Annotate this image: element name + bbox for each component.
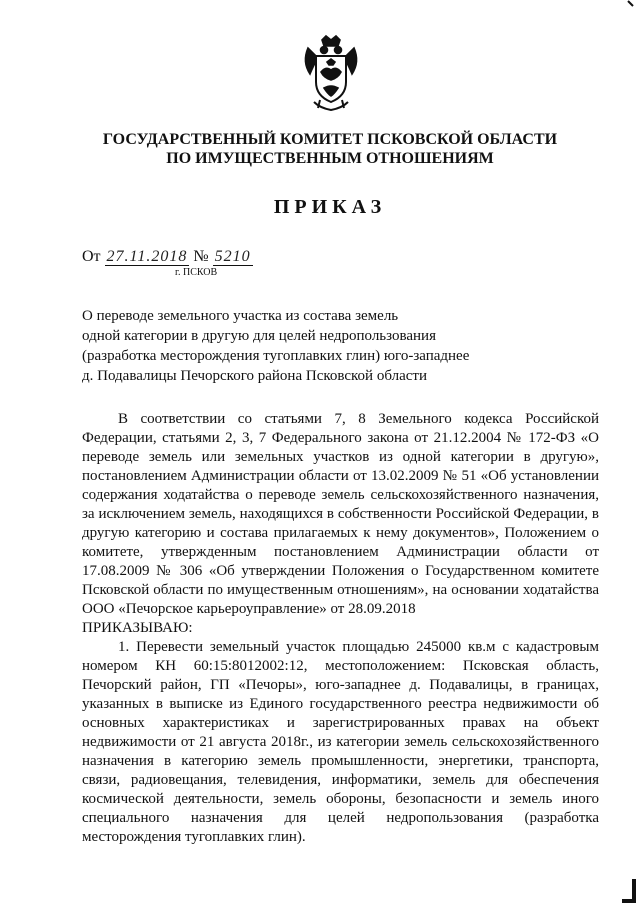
title-line: О переводе земельного участка из состава земель <box>82 308 399 324</box>
title-line: одной категории в другую для целей недропользования <box>82 328 436 344</box>
order-word: ПРИКАЗЫВАЮ: <box>82 620 193 636</box>
handwritten-date: 27.11.2018 <box>106 248 188 265</box>
corner-tick-icon <box>626 0 636 14</box>
title-line: д. Подавалицы Печорского района Псковской области <box>82 368 427 384</box>
item-1-paragraph: 1. Перевести земельный участок площадью 245000 кв.м с кадастровым номером КН 60:15:8012002:12, местоположением: Псковская область, Печорский район, ГП «Печоры», юго-западнее д. Подавалицы, в границах, указанных в выписке из Единого государственного реестра недвижимости об основных характеристиках и зарегистрированных правах на объект недвижимости от 21 августа 2018г., из категории земель сельскохозяйственного назначения в категорию земель промышленности, энергетики, транспорта, связи, радиовещания, телевидения, информатики, земель для обеспечения космической деятельности, земель обороны, безопасности и земель иного специального назначения для целей недропользования (разработка месторождения тугоплавких глин). <box>82 639 599 845</box>
handwritten-number: 5210 <box>214 248 251 265</box>
preamble-paragraph: В соответствии со статьями 7, 8 Земельного кодекса Российской Федерации, статьями 2, 3, 7 Федерального закона от 21.12.2004 № 172-ФЗ «О переводе земель или земельных участков из одной категории в другую», постановлением Администрации области от 13.02.2009 № 51 «Об установлении содержания ходатайства о переводе земель сельскохозяйственного назначения, за исключением земель, находящихся в собственности Российской Федерации, в другую категорию и состава прилагаемых к нему документов», Положением о комитете, утвержденным постановлением Администрации области от 17.08.2009 № 306 «Об утверждении Положения о Государственном комитете Псковской области по имущественным отношениям», на основании ходатайства ООО «Печорское карьероуправление» от 28.09.2018 <box>82 411 599 617</box>
corner-mark-icon <box>620 875 640 905</box>
date-prefix: От <box>82 248 101 265</box>
document-type: ПРИКАЗ <box>273 196 387 218</box>
organization-name <box>60 130 600 168</box>
document-body <box>82 410 599 847</box>
org-line-2: ПО ИМУЩЕСТВЕННЫМ ОТНОШЕНИЯМ <box>166 150 494 167</box>
city-label: г. ПСКОВ <box>175 267 218 278</box>
title-line: (разработка месторождения тугоплавких глин) юго-западнее <box>82 348 470 364</box>
number-sign: № <box>193 248 209 265</box>
date-number-line <box>82 248 253 266</box>
org-line-1: ГОСУДАРСТВЕННЫЙ КОМИТЕТ ПСКОВСКОЙ ОБЛАСТИ <box>102 131 558 148</box>
coat-of-arms-icon <box>300 34 362 112</box>
document-title <box>82 306 562 386</box>
